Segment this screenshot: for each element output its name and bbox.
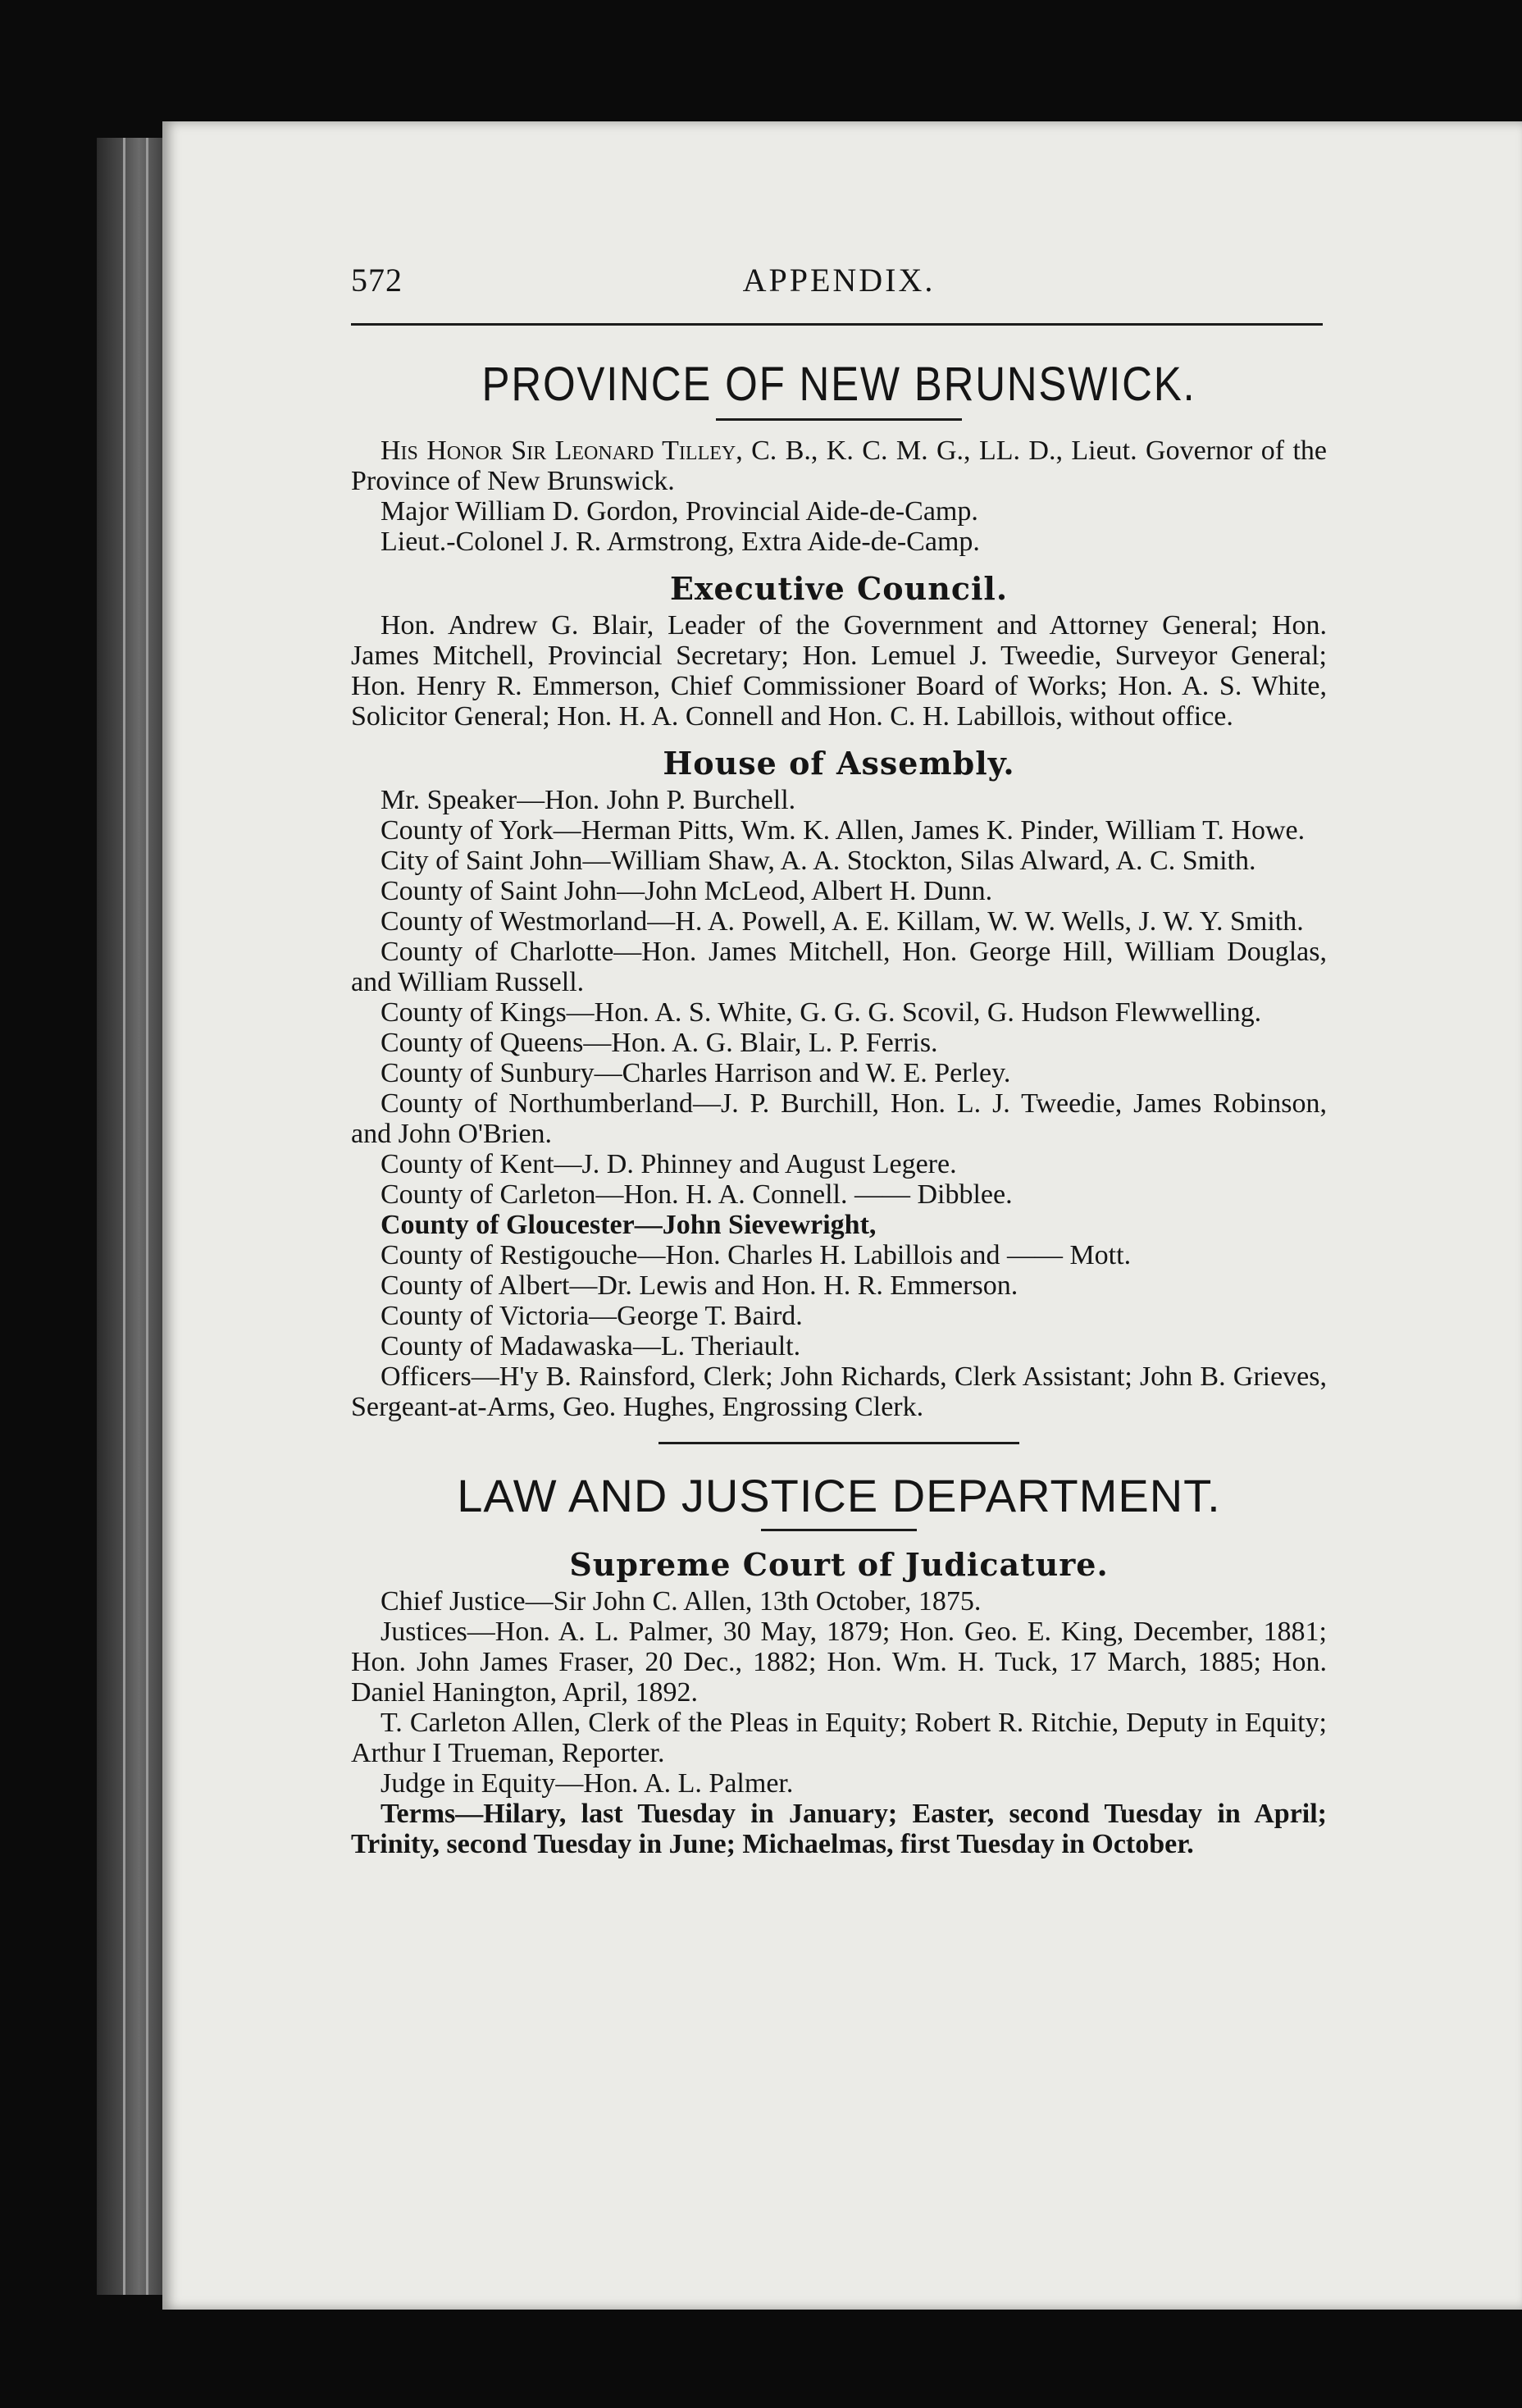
assembly-entry: County of Charlotte—Hon. James Mitchell, Hon. George Hill, William Douglas, and William Russell. [351,937,1327,997]
section-rule [658,1442,1019,1444]
assembly-entry: County of Westmorland—H. A. Powell, A. E. Killam, W. W. Wells, J. W. Y. Smith. [380,906,1304,937]
executive-council-text: Hon. Andrew G. Blair, Leader of the Government and Attorney General; Hon. James Mitchell, Provincial Secretary; Hon. Lemuel J. Tweedie, Surveyor General; Hon. Henry R. Emmerson, Chief Commissioner Board of Works; Hon. A. S. White, Solicitor General; Hon. H. A. Connell and Hon. C. H. Labillois, without office. [351,610,1327,732]
assembly-entry: County of Restigouche—Hon. Charles H. Labillois and —— Mott. [380,1240,1132,1270]
running-head [351,261,1327,310]
assembly-entry: County of Madawaska—L. Theriault. [380,1331,801,1361]
spine-edge-line [123,138,125,2295]
assembly-entry: Officers—H'y B. Rainsford, Clerk; John Richards, Clerk Assistant; John B. Grieves, Sergeant-at-Arms, Geo. Hughes, Engrossing Clerk. [351,1361,1327,1422]
header-rule [351,323,1323,326]
page-content [351,261,1327,1859]
governor-entry [351,436,1327,496]
assembly-entry: County of Saint John—John McLeod, Albert H. Dunn. [380,876,993,906]
spine-edge-line [146,138,148,2295]
assembly-entry: County of Queens—Hon. A. G. Blair, L. P. Ferris. [380,1028,938,1058]
governor-detail: C. B., K. C. M. G., LL. D., Lieut. Governor of the Province of New Brunswick. [351,436,1327,496]
law-entry: Justices—Hon. A. L. Palmer, 30 May, 1879; Hon. Geo. E. King, December, 1881; Hon. John James Fraser, 20 Dec., 1882; Hon. Wm. H. Tuck, 17 March, 1885; Hon. Daniel Hanington, April, 1892. [351,1617,1327,1708]
law-entry: T. Carleton Allen, Clerk of the Pleas in Equity; Robert R. Ritchie, Deputy in Equity; Arthur I Trueman, Reporter. [351,1708,1327,1768]
assembly-entry: County of Kent—J. D. Phinney and August Legere. [380,1149,957,1179]
aide-entry: Major William D. Gordon, Provincial Aide-de-Camp. [380,496,978,527]
law-entry: Chief Justice—Sir John C. Allen, 13th October, 1875. [380,1586,982,1617]
assembly-entry: County of York—Herman Pitts, Wm. K. Allen, James K. Pinder, William T. Howe. [380,815,1306,846]
assembly-entry: Mr. Speaker—Hon. John P. Burchell. [380,785,796,815]
province-title: PROVINCE OF NEW BRUNSWICK. [481,358,1196,411]
aide-entry: Lieut.-Colonel J. R. Armstrong, Extra Aide-de-Camp. [380,527,980,557]
title-rule [716,418,962,421]
law-justice-title: LAW AND JUSTICE DEPARTMENT. [457,1470,1221,1521]
assembly-entry: County of Victoria—George T. Baird. [380,1301,803,1331]
governor-name: His Honor Sir Leonard Tilley, [380,436,743,466]
house-of-assembly-heading: House of Assembly. [663,745,1015,782]
executive-council-heading: Executive Council. [669,570,1009,607]
running-title: APPENDIX. [742,262,936,299]
law-entry: Judge in Equity—Hon. A. L. Palmer. [380,1768,794,1799]
assembly-entry: County of Northumberland—J. P. Burchill, Hon. L. J. Tweedie, James Robinson, and John O'Brien. [351,1088,1327,1149]
assembly-entry: County of Kings—Hon. A. S. White, G. G. G. Scovil, G. Hudson Flewwelling. [380,997,1262,1028]
assembly-entry: County of Sunbury—Charles Harrison and W. E. Perley. [380,1058,1011,1088]
assembly-entry: City of Saint John—William Shaw, A. A. Stockton, Silas Alward, A. C. Smith. [380,846,1256,876]
book-spine [97,138,167,2295]
assembly-entry: County of Gloucester—John Sievewright, [380,1210,877,1240]
page-number: 572 [351,262,403,299]
supreme-court-heading: Supreme Court of Judicature. [569,1546,1109,1583]
title-rule [761,1529,917,1531]
assembly-entry: County of Carleton—Hon. H. A. Connell. —— Dibblee. [380,1179,1013,1210]
assembly-entry: County of Albert—Dr. Lewis and Hon. H. R. Emmerson. [380,1270,1018,1301]
law-entry: Terms—Hilary, last Tuesday in January; Easter, second Tuesday in April; Trinity, second Tuesday in June; Michaelmas, first Tuesday in October. [351,1799,1327,1859]
